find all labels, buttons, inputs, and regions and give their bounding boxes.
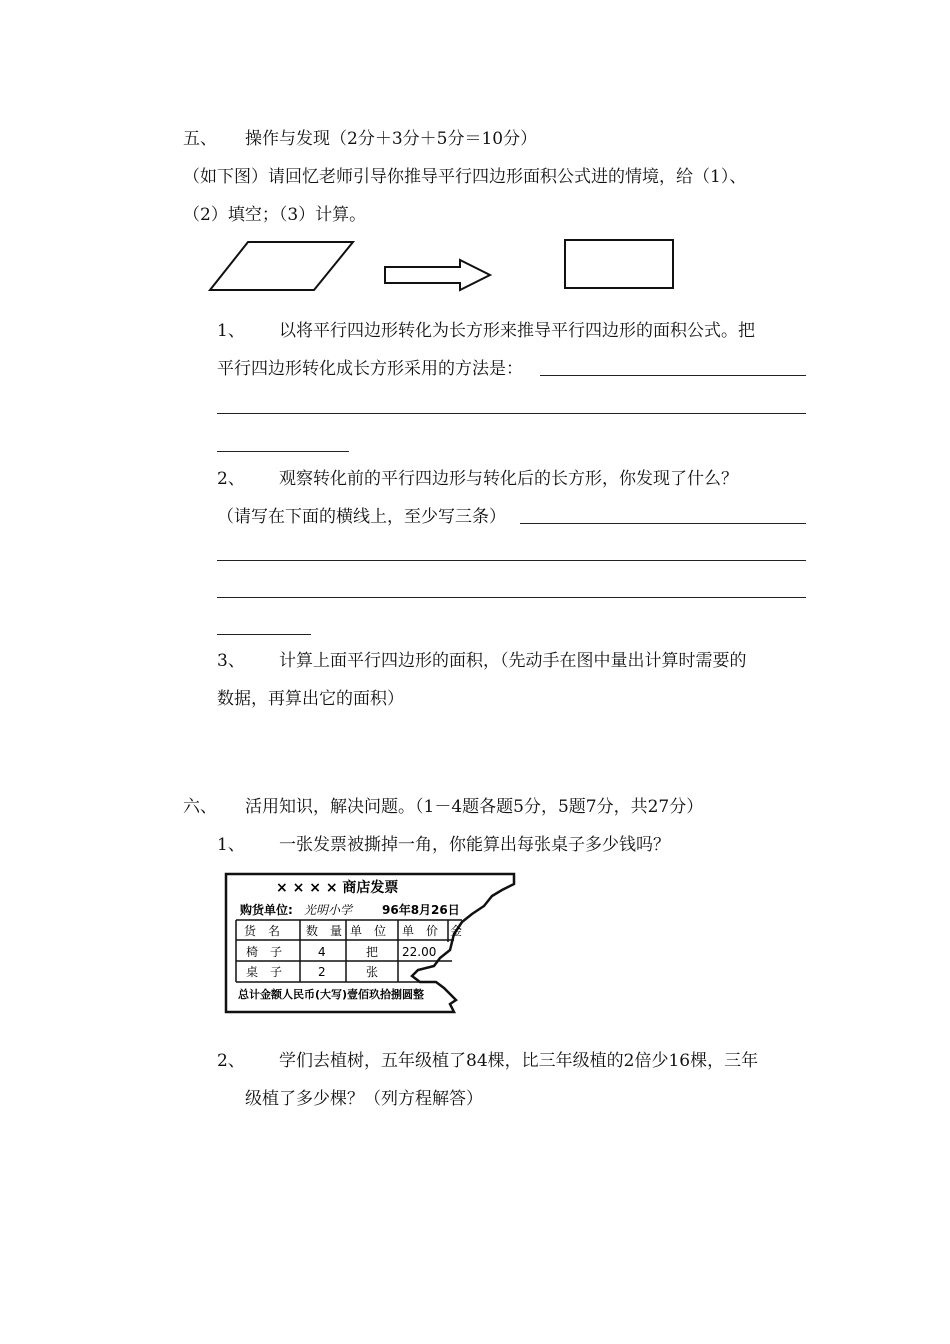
invoice-header-unit: 单 位: [350, 924, 387, 938]
invoice-header-amount: 金: [450, 924, 463, 938]
s5-q2-line1: 观察转化前的平行四边形与转化后的长方形，你发现了什么？: [279, 469, 738, 489]
torn-invoice-image: [222, 870, 522, 1018]
answer-line[interactable]: [217, 451, 349, 452]
invoice-buyer-label: 购货单位:: [240, 903, 293, 917]
rectangle-shape: [565, 240, 673, 288]
s6-q2: [217, 1042, 817, 1118]
answer-line[interactable]: [217, 634, 311, 635]
invoice-title: × × × × 商店发票: [276, 880, 399, 896]
s6-q2-line1: 学们去植树，五年级植了84棵，比三年级植的2倍少16棵，三年: [279, 1051, 759, 1071]
invoice-date: 96年8月26日: [382, 903, 460, 917]
s5-q3-line2: 数据，再算出它的面积）: [217, 689, 404, 709]
invoice-header-name: 货 名: [244, 924, 281, 938]
s5-q1-line1: 以将平行四边形转化为长方形来推导平行四边形的面积公式。把: [279, 321, 755, 341]
invoice-row2-name: 桌 子: [246, 965, 283, 979]
s5-q1: [217, 312, 817, 388]
invoice-buyer: 光明小学: [304, 903, 353, 917]
answer-line[interactable]: [520, 523, 806, 524]
invoice-row1-qty: 4: [318, 945, 326, 959]
transform-figure: [200, 234, 690, 298]
s5-q3-number: 3、: [217, 651, 245, 671]
s6-q1-text: 一张发票被撕掉一角，你能算出每张桌子多少钱吗？: [279, 835, 670, 855]
parallelogram-shape: [210, 242, 353, 290]
invoice-row1-unit: 把: [366, 945, 379, 959]
invoice-total: 总计金额人民币(大写)壹佰玖拾捌圆整: [238, 988, 425, 1001]
answer-line[interactable]: [217, 560, 806, 561]
s5-q3: [217, 642, 817, 718]
s5-q2: [217, 460, 817, 536]
invoice-header-qty: 数 量: [306, 924, 343, 938]
section-5-title: 操作与发现（2分＋3分＋5分＝10分）: [245, 129, 538, 149]
answer-line[interactable]: [540, 375, 806, 376]
s6-q2-line2: 级植了多少棵？（列方程解答）: [245, 1089, 483, 1109]
answer-line[interactable]: [217, 413, 806, 414]
s5-q1-number: 1、: [217, 321, 245, 341]
invoice-row2-unit: 张: [366, 965, 379, 979]
section-5-number: 五、: [183, 129, 217, 149]
s5-q2-line2: （请写在下面的横线上，至少写三条）: [217, 507, 506, 527]
section-6-number: 六、: [183, 797, 217, 817]
invoice-row2-qty: 2: [318, 965, 326, 979]
section-6-title: 活用知识，解决问题。（1－4题各题5分，5题7分，共27分）: [245, 797, 704, 817]
invoice-row1-name: 椅 子: [246, 945, 283, 959]
answer-line[interactable]: [217, 597, 806, 598]
invoice-header-price: 单 价: [402, 924, 439, 938]
section-6-heading: [183, 792, 703, 817]
invoice-row1-price: 22.00: [402, 945, 437, 959]
s6-q1-number: 1、: [217, 835, 245, 855]
s6-q2-number: 2、: [217, 1051, 245, 1071]
section-5-intro-line2: （2）填空；（3）计算。: [183, 205, 367, 225]
s6-q1: [217, 830, 670, 855]
s5-q1-line2: 平行四边形转化成长方形采用的方法是：: [217, 359, 523, 379]
s5-q3-line1: 计算上面平行四边形的面积，（先动手在图中量出计算时需要的: [279, 651, 747, 671]
section-5-heading: [183, 124, 537, 149]
arrow-shape: [385, 260, 490, 290]
s5-q2-number: 2、: [217, 469, 245, 489]
section-5-intro-line1: （如下图）请回忆老师引导你推导平行四边形面积公式进的情境，给（1）、: [183, 167, 747, 187]
